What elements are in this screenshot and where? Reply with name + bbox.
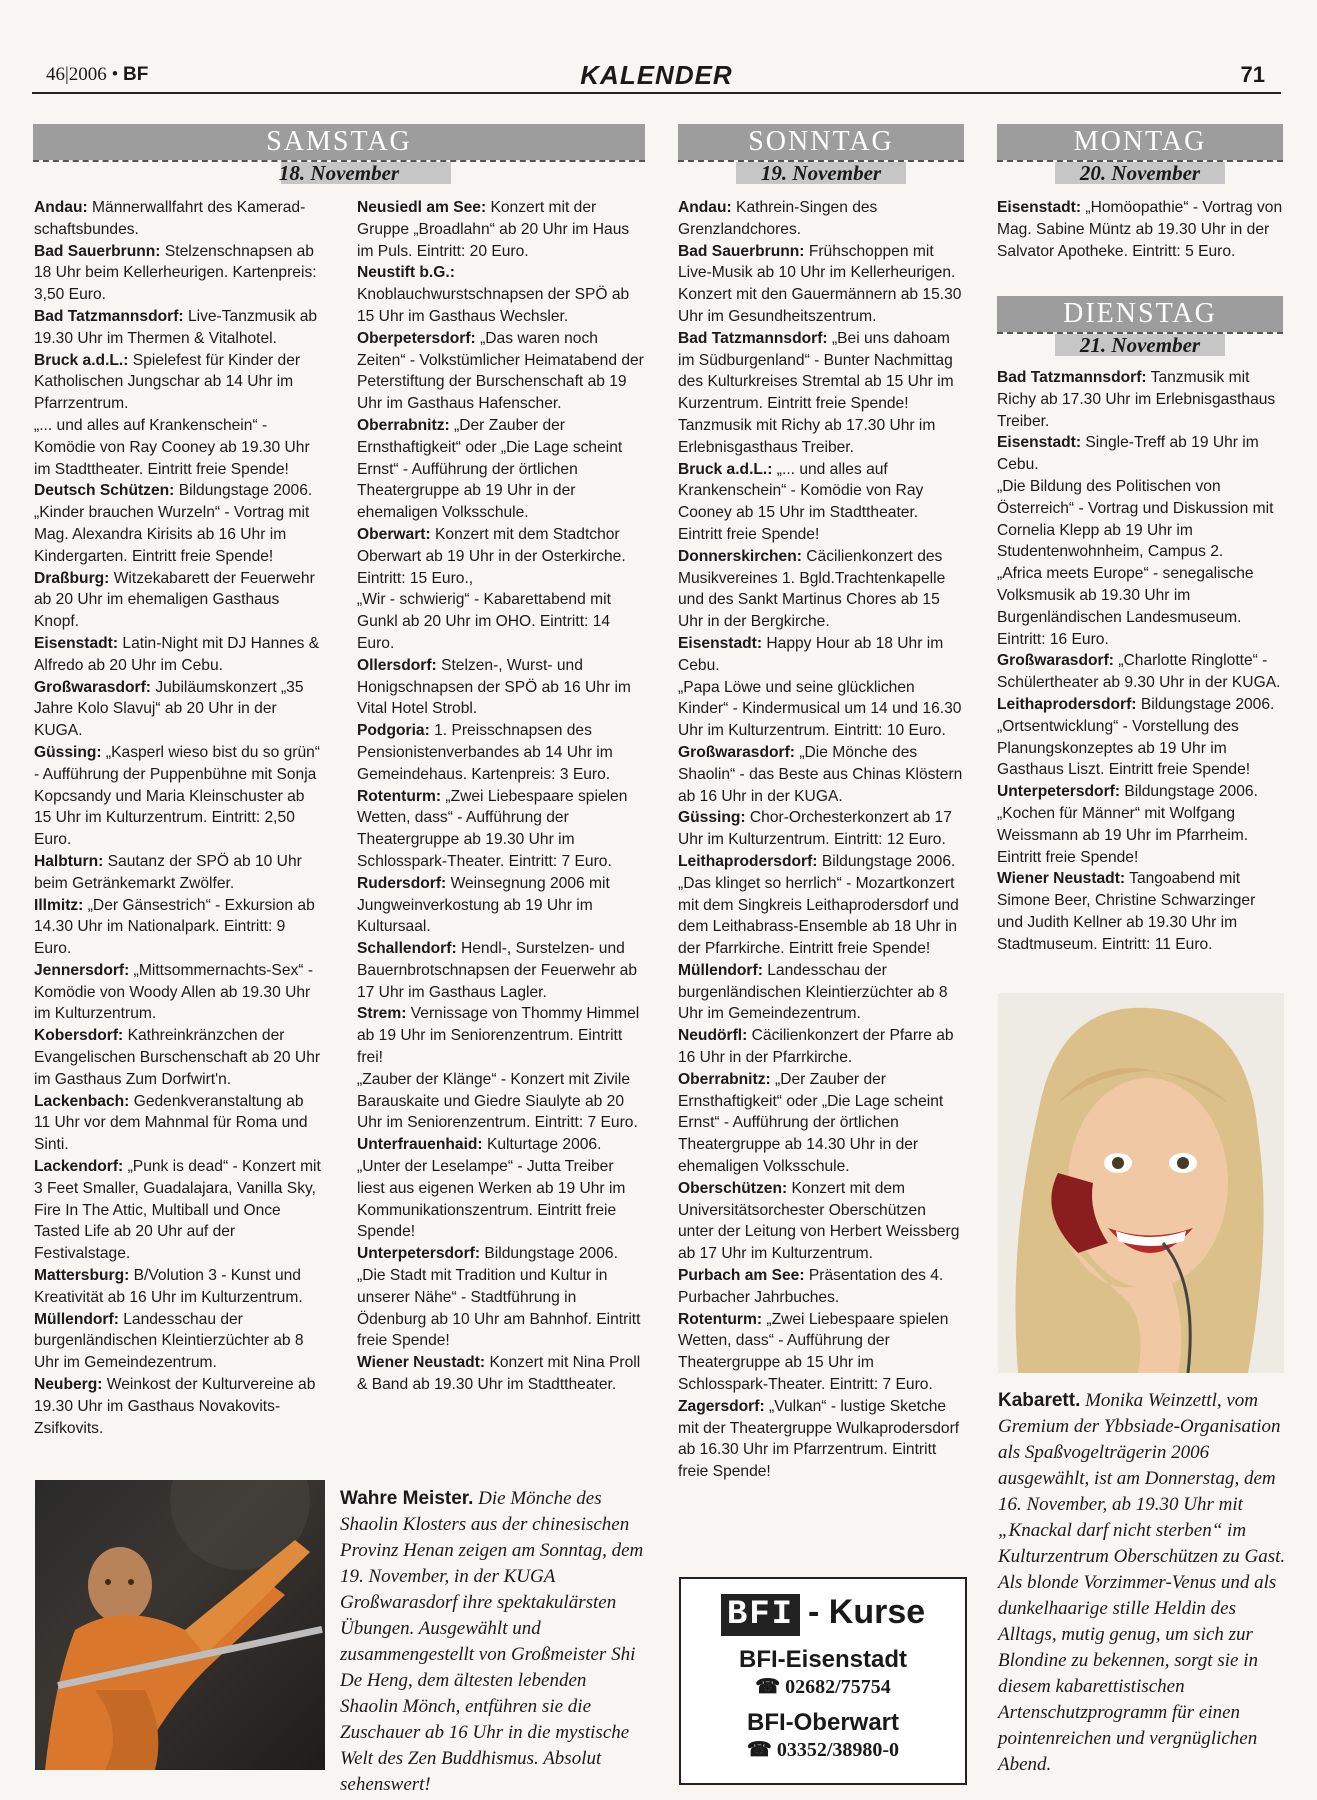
day-date: 19. November — [760, 161, 882, 185]
bfi-ad-title: BFI - Kurse — [681, 1593, 965, 1636]
event-text: Witzekabarett der Feuerwehr ab 20 Uhr im ehemaligen Gasthaus Knopf. — [34, 569, 315, 631]
event-place: Großwarasdorf: — [997, 652, 1114, 670]
event-text: Weinkost der Kulturvereine ab 19.30 Uhr im Gasthaus Novakovits-Zsifkovits. — [34, 1376, 316, 1437]
event-entry — [678, 677, 964, 742]
event-entry — [357, 197, 645, 262]
event-entry — [357, 328, 645, 415]
event-place: Unterpetersdorf: — [357, 1245, 481, 1263]
event-place: Großwarasdorf: — [678, 743, 795, 761]
event-entry — [678, 197, 964, 241]
section-title: KALENDER — [580, 60, 733, 90]
event-entry — [34, 633, 324, 677]
bfi-location-2: BFI-Oberwart — [746, 1709, 899, 1736]
event-entry — [34, 742, 324, 851]
event-entry — [34, 1265, 324, 1309]
event-text: „Wir - schwierig“ - Kabarettabend mit Gunkl ab 20 Uhr im OHO. Eintritt: 14 Euro. — [357, 591, 611, 652]
event-text: „Die Bildung des Politischen von Österreich“ - Vortrag und Diskussion mit Cornelia Klepp ab 19 Uhr im Studentenwohnheim, Campus 2. — [997, 477, 1274, 561]
event-place: Unterfrauenhaid: — [357, 1136, 483, 1154]
day-header-tuesday — [997, 296, 1283, 356]
event-entry — [34, 306, 324, 350]
event-text: „Zwei Liebespaare spielen Wetten, dass“ - Aufführung der Theatergruppe ab 19.30 Uhr im Schlosspark-Theater. Eintritt: 7 Euro. — [357, 787, 628, 870]
event-text: Kulturtage 2006. „Unter der Leselampe“ - Jutta Treiber liest aus eigenen Werken ab 19 Uhr im Kommunikationszentrum. Eintritt freie Spende! — [357, 1136, 626, 1241]
event-text: Single-Treff ab 19 Uhr im Cebu. — [997, 434, 1259, 474]
tuesday-column — [997, 367, 1283, 956]
day-header-saturday — [33, 124, 645, 184]
event-entry — [357, 1243, 645, 1352]
event-text: Bildungstage 2006. „Die Stadt mit Tradition und Kultur in unserer Nähe“ - Stadtführung in Ödenburg ab 10 Uhr am Bahnhof. Eintritt freie Spende! — [357, 1245, 641, 1350]
event-place: Eisenstadt: — [34, 634, 119, 652]
event-place: Neustift b.G.: — [357, 264, 455, 282]
event-text: Tanzmusik mit Richy ab 17.30 Uhr im Erlebnisgasthaus Treiber. — [678, 416, 936, 456]
event-place: Purbach am See: — [678, 1267, 805, 1285]
event-entry — [678, 459, 964, 546]
event-text: „Der Gänsestrich“ - Exkursion ab 14.30 Uhr im Nationalpark. Eintritt: 9 Euro. — [34, 896, 315, 958]
event-text: 1. Preisschnapsen des Pensionistenverbandes ab 14 Uhr im Gemeindehaus. Kartenpreis: 3 Euro. — [357, 722, 613, 783]
event-text: Latin-Night mit DJ Hannes & Alfredo ab 20 Uhr im Cebu. — [34, 634, 320, 674]
page-header — [32, 54, 1281, 94]
event-entry — [357, 524, 645, 589]
event-text: Tanzmusik mit Richy ab 17.30 Uhr im Erlebnisgasthaus Treiber. — [997, 369, 1276, 430]
event-text: „Charlotte Ringlotte“ - Schülertheater ab 9.30 Uhr in der KUGA. — [997, 652, 1281, 692]
event-text: Tangoabend mit Simone Beer, Christine Schwarzinger und Judith Kellner ab 19.30 Uhr im Stadtmuseum. Eintritt: 11 Euro. — [997, 870, 1256, 953]
day-header-sunday — [678, 124, 964, 184]
event-place: Lackenbach: — [34, 1092, 130, 1110]
event-place: Neusiedl am See: — [357, 199, 487, 216]
event-place: Bad Tatzmannsdorf: — [997, 369, 1147, 386]
kabarett-caption: Kabarett. Monika Weinzettl, vom Gremium der Ybbsiade-Organisation als Spaßvogelträgerin 2006 ausgewählt, ist am Donnerstag, dem 16. November, ab 19.30 Uhr mit „Knackal darf nicht sterben“ im Kulturzentrum Oberschützen zu Gast. Als blonde Vorzimmer-Venus und als dunkelhaarige stille Heldin des Alltags, mutig genug, um sich zur Blondine zu bekennen, sorgt sie in diesem kabarettistischen Artenschutzprogramm für einen pointenreichen und vergnüglichen Abend. — [998, 1390, 1286, 1775]
event-text: „... und alles auf Krankenschein“ - Komödie von Ray Cooney ab 19.30 Uhr im Stadttheater. Eintritt freie Spende! — [34, 416, 310, 478]
event-text: Bildungstage 2006. „Ortsentwicklung“ - Vorstellung des Planungskonzeptes ab 19 Uhr im Gasthaus Liszt. Eintritt freie Spende! — [997, 695, 1275, 779]
monday-column — [997, 197, 1283, 262]
event-place: Deutsch Schützen: — [34, 482, 175, 500]
event-text: „Mittsommernachts-Sex“ - Komödie von Woody Allen ab 19.30 Uhr im Kulturzentrum. — [34, 961, 314, 1023]
event-text: Vernissage von Thommy Himmel ab 19 Uhr im Seniorenzentrum. Eintritt frei! — [357, 1005, 640, 1067]
event-place: Eisenstadt: — [997, 434, 1082, 452]
page-number: 71 — [1240, 62, 1265, 87]
event-entry — [357, 1069, 645, 1134]
event-place: Bruck a.d.L.: — [678, 460, 773, 478]
event-text: Kathreinkränzchen der Evangelischen Burschenschaft ab 20 Uhr im Gasthaus Zum Dorfwirt'n. — [34, 1027, 321, 1088]
event-place: Güssing: — [678, 809, 746, 827]
event-text: „Punk is dead“ - Konzert mit 3 Feet Smaller, Guadalajara, Vanilla Sky, Fire In The Attic, Multiball und Once Tasted Life ab 20 Uhr auf der Festivalstage. — [34, 1158, 321, 1263]
event-place: Neuberg: — [34, 1376, 103, 1394]
event-text: Happy Hour ab 18 Uhr im Cebu. — [678, 634, 944, 674]
event-text: „Der Zauber der Ernsthaftigkeit“ oder „Die Lage scheint Ernst“ - Aufführung der örtlichen Theatergruppe ab 14.30 Uhr in der ehemaligen Volksschule. — [678, 1070, 944, 1176]
event-text: Weinsegnung 2006 mit Jungweinverkostung ab 19 Uhr im Kultursaal. — [357, 874, 610, 936]
event-entry — [34, 568, 324, 633]
event-place: Draßburg: — [34, 569, 110, 587]
event-entry — [678, 1309, 964, 1396]
event-text: Hendl-, Surstelzen- und Bauernbrotschnapsen der Feuerwehr ab 17 Uhr im Gasthaus Lagler. — [357, 940, 637, 1001]
event-text: Stelzen-, Wurst- und Honigschnapsen der SPÖ ab 16 Uhr im Vital Hotel Strobl. — [357, 656, 631, 718]
event-place: Eisenstadt: — [678, 634, 763, 652]
day-name: MONTAG — [1073, 126, 1207, 157]
event-entry — [34, 1091, 324, 1156]
event-entry — [34, 1156, 324, 1265]
day-date: 20. November — [1079, 161, 1201, 185]
day-date: 21. November — [1079, 333, 1201, 357]
event-place: Kobersdorf: — [34, 1027, 124, 1045]
bfi-logo: BFI — [721, 1594, 800, 1636]
event-entry — [357, 720, 645, 785]
event-place: Müllendorf: — [34, 1310, 119, 1328]
event-entry — [357, 873, 645, 938]
event-text: Bildungstage 2006. „Das klinget so herrlich“ - Mozartkonzert mit dem Singkreis Leithaprodersdorf und dem Leithabrass-Ensemble ab 18 Uhr in der Pfarrkirche. Eintritt freie Spende! — [678, 852, 959, 958]
event-entry — [678, 284, 964, 328]
event-text: „Zwei Liebespaare spielen Wetten, dass“ - Aufführung der Theatergruppe ab 15 Uhr im Schlosspark-Theater. Eintritt: 7 Euro. — [678, 1310, 949, 1394]
event-text: Konzert mit der Gruppe „Broadlahn“ ab 20 Uhr im Haus im Puls. Eintritt: 20 Euro. — [357, 199, 630, 260]
sunday-column — [678, 197, 964, 1483]
shaolin-caption: Wahre Meister. Die Mönche des Shaolin Klosters aus der chinesischen Provinz Henan zeigen am Sonntag, dem 19. November, in der KUGA Großwarasdorf ihre spektakulärsten Übungen. Ausgewählt und zusammengestellt von Großmeister Shi De Heng, dem ältesten lebenden Shaolin Mönch, entführen sie die Zuschauer ab 16 Uhr in die mystische Welt des Zen Buddhismus. Absolut sehenswert! — [340, 1488, 644, 1795]
event-place: Andau: — [34, 199, 88, 216]
event-text: „Africa meets Europe“ - senegalische Volksmusik ab 19.30 Uhr im Burgenländischen Landesmuseum. Eintritt: 16 Euro. — [997, 565, 1254, 648]
event-text: Bildungstage 2006. „Kinder brauchen Wurzeln“ - Vortrag mit Mag. Alexandra Kirisits ab 16 Uhr im Kindergarten. Eintritt freie Spende! — [34, 482, 313, 565]
event-entry — [357, 1003, 645, 1068]
event-text: Frühschoppen mit Live-Musik ab 10 Uhr im Kellerheurigen. — [678, 242, 956, 282]
event-entry — [678, 1265, 964, 1309]
event-text: „Die Mönche des Shaolin“ - das Beste aus Chinas Klöstern ab 16 Uhr in der KUGA. — [678, 743, 963, 805]
event-text: Landesschau der burgenländischen Kleintierzüchter ab 8 Uhr im Gemeindezentrum. — [34, 1310, 304, 1372]
event-place: Wiener Neustadt: — [357, 1354, 486, 1372]
event-place: Oberrabnitz: — [678, 1070, 771, 1088]
event-entry — [678, 546, 964, 633]
event-entry — [34, 350, 324, 415]
event-place: Ollersdorf: — [357, 656, 437, 674]
event-place: Halbturn: — [34, 852, 104, 870]
event-text: Gedenkveranstaltung ab 11 Uhr vor dem Mahnmal für Roma und Sinti. — [34, 1092, 308, 1154]
event-entry — [678, 960, 964, 1025]
event-place: Eisenstadt: — [997, 199, 1082, 216]
event-place: Zagersdorf: — [678, 1397, 765, 1415]
event-place: Bad Tatzmannsdorf: — [678, 329, 828, 347]
event-place: Unterpetersdorf: — [997, 783, 1121, 801]
saturday-column-2 — [357, 197, 645, 1396]
event-text: Konzert mit Nina Proll & Band ab 19.30 Uhr im Stadttheater. — [357, 1354, 641, 1394]
event-entry — [34, 1025, 324, 1090]
event-place: Oberrabnitz: — [357, 416, 450, 434]
event-entry — [997, 563, 1283, 650]
event-text: Cäcilienkonzert der Pfarre ab 16 Uhr in der Pfarrkirche. — [678, 1027, 954, 1067]
event-entry — [34, 851, 324, 895]
event-entry — [34, 1309, 324, 1374]
event-entry — [997, 432, 1283, 476]
event-text: „Vulkan“ - lustige Sketche mit der Theatergruppe Wulkaprodersdorf ab 16.30 Uhr im Pfarrzentrum. Eintritt freie Spende! — [678, 1397, 960, 1481]
event-entry — [357, 415, 645, 524]
event-place: Bad Sauerbrunn: — [34, 242, 161, 260]
day-date: 18. November — [278, 161, 400, 185]
event-entry — [678, 633, 964, 677]
event-entry — [357, 1134, 645, 1243]
event-entry — [997, 868, 1283, 955]
event-text: Live-Tanzmusik ab 19.30 Uhr im Thermen & Vitalhotel. — [34, 307, 318, 347]
event-text: „Das waren noch Zeiten“ - Volkstümlicher Heimatabend der Peterstiftung der Burschenschaft ab 19 Uhr im Gasthaus Hafenscher. — [357, 329, 644, 413]
event-entry — [357, 786, 645, 873]
bfi-ad — [679, 1577, 967, 1785]
event-text: Kathrein-Singen des Grenzlandchores. — [678, 199, 878, 238]
event-text: „Papa Löwe und seine glücklichen Kinder“ - Kindermusical um 14 und 16.30 Uhr im Kulturzentrum. Eintritt: 10 Euro. — [678, 678, 962, 740]
issue-label: 46|2006 • BF — [46, 64, 149, 85]
event-entry — [34, 197, 324, 241]
event-entry — [34, 1374, 324, 1439]
event-place: Rotenturm: — [678, 1310, 763, 1328]
event-place: Großwarasdorf: — [34, 678, 151, 696]
event-text: Männerwallfahrt des Kamerad-schaftsbundes. — [34, 199, 306, 238]
event-entry — [997, 650, 1283, 694]
event-entry — [34, 241, 324, 306]
event-text: Cäcilienkonzert des Musikvereines 1. Bgld.Trachtenkapelle und des Sankt Martinus Chores ab 15 Uhr in der Bergkirche. — [678, 547, 946, 631]
event-entry — [678, 851, 964, 960]
event-place: Leithaprodersdorf: — [997, 695, 1137, 713]
event-place: Bruck a.d.L.: — [34, 351, 129, 369]
kabarett-photo — [998, 993, 1284, 1373]
event-place: Oberpetersdorf: — [357, 329, 476, 347]
event-text: „Homöopathie“ - Vortrag von Mag. Sabine Müntz ab 19.30 Uhr in der Salvator Apotheke. Eintritt: 5 Euro. — [997, 199, 1283, 260]
event-entry — [34, 960, 324, 1025]
event-entry — [678, 1069, 964, 1178]
event-place: Jennersdorf: — [34, 961, 130, 979]
event-place: Oberwart: — [357, 525, 431, 543]
event-place: Mattersburg: — [34, 1267, 130, 1285]
day-name: SAMSTAG — [266, 126, 412, 157]
event-text: Landesschau der burgenländischen Kleintierzüchter ab 8 Uhr im Gemeindezentrum. — [678, 961, 948, 1023]
day-name: DIENSTAG — [1063, 298, 1217, 329]
event-place: Illmitz: — [34, 896, 84, 914]
event-place: Lackendorf: — [34, 1158, 124, 1176]
event-place: Neudörfl: — [678, 1027, 748, 1045]
event-text: Bildungstage 2006. „Kochen für Männer“ mit Wolfgang Weissmann ab 19 Uhr im Pfarrheim. Eintritt freie Spende! — [997, 783, 1258, 866]
event-place: Podgoria: — [357, 722, 430, 740]
bfi-location-1: BFI-Eisenstadt — [738, 1646, 908, 1673]
event-text: Konzert mit dem Stadtchor Oberwart ab 19 Uhr in der Osterkirche. Eintritt: 15 Euro., — [357, 525, 626, 587]
event-text: „Kasperl wieso bist du so grün“ - Aufführung der Puppenbühne mit Sonja Kopcsandy und Maria Kleinschuster ab 15 Uhr im Kulturzentrum. Eintritt: 2,50 Euro. — [34, 743, 321, 849]
event-entry — [34, 677, 324, 742]
shaolin-monk-photo — [35, 1480, 325, 1770]
event-place: Leithaprodersdorf: — [678, 852, 818, 870]
event-entry — [678, 415, 964, 459]
day-name: SONNTAG — [748, 126, 894, 157]
event-text: Knoblauchwurstschnapsen der SPÖ ab 15 Uhr im Gasthaus Wechsler. — [357, 286, 630, 325]
event-entry — [357, 938, 645, 1003]
event-place: Donnerskirchen: — [678, 547, 802, 565]
event-entry — [997, 197, 1283, 262]
event-text: Konzert mit dem Universitätsorchester Oberschützen unter der Leitung von Herbert Weissberg ab 17 Uhr im Kulturzentrum. — [678, 1179, 960, 1263]
event-entry — [678, 742, 964, 807]
event-entry — [357, 589, 645, 654]
event-entry — [678, 807, 964, 851]
event-text: Chor-Orchesterkonzert ab 17 Uhr im Kulturzentrum. Eintritt: 12 Euro. — [678, 809, 952, 849]
event-text: Präsentation des 4. Purbacher Jahrbuches. — [678, 1267, 944, 1306]
event-text: Spielefest für Kinder der Katholischen Jungschar ab 14 Uhr im Pfarrzentrum. — [34, 351, 301, 413]
event-place: Rotenturm: — [357, 787, 442, 805]
event-place: Schallendorf: — [357, 940, 457, 958]
event-entry — [34, 480, 324, 567]
event-text: „Zauber der Klänge“ - Konzert mit Zivile Barauskaite und Giedre Siaulyte ab 20 Uhr im Seniorenzentrum. Eintritt: 7 Euro. — [357, 1070, 638, 1132]
event-place: Strem: — [357, 1005, 407, 1023]
event-place: Andau: — [678, 199, 732, 216]
event-entry — [357, 655, 645, 720]
event-text: Konzert mit den Gauermännern ab 15.30 Uhr im Gesundheitszentrum. — [678, 286, 962, 325]
event-place: Rudersdorf: — [357, 874, 447, 892]
event-entry — [997, 367, 1283, 432]
event-place: Güssing: — [34, 743, 102, 761]
event-entry — [997, 694, 1283, 781]
event-entry — [678, 328, 964, 415]
event-entry — [357, 262, 645, 327]
event-entry — [997, 781, 1283, 868]
event-entry — [997, 476, 1283, 563]
event-text: „... und alles auf Krankenschein“ - Komödie von Ray Cooney ab 15 Uhr im Stadttheater. Eintritt freie Spende! — [678, 460, 924, 543]
event-text: Sautanz der SPÖ ab 10 Uhr beim Getränkemarkt Zwölfer. — [34, 852, 302, 892]
event-place: Bad Tatzmannsdorf: — [34, 307, 184, 325]
event-text: „Bei uns dahoam im Südburgenland“ - Bunter Nachmittag des Kulturkreises Stremtal ab 15 Uhr im Kurzentrum. Eintritt freie Spende! — [678, 329, 954, 413]
event-place: Müllendorf: — [678, 961, 763, 979]
event-place: Oberschützen: — [678, 1179, 788, 1197]
day-header-monday — [997, 124, 1283, 184]
event-entry — [357, 1352, 645, 1396]
event-entry — [678, 1396, 964, 1483]
event-entry — [678, 241, 964, 285]
bfi-phone-2: ☎ 03352/38980-0 — [746, 1739, 900, 1761]
event-text: B/Volution 3 - Kunst und Kreativität ab 16 Uhr im Kulturzentrum. — [34, 1267, 303, 1306]
event-text: Jubiläumskonzert „35 Jahre Kolo Slavuj“ ab 20 Uhr in der KUGA. — [34, 678, 304, 740]
event-entry — [678, 1178, 964, 1265]
event-entry — [34, 415, 324, 480]
saturday-column-1 — [34, 197, 324, 1439]
event-entry — [34, 895, 324, 960]
event-entry — [678, 1025, 964, 1069]
bfi-phone-1: ☎ 02682/75754 — [755, 1676, 891, 1698]
event-text: Stelzenschnapsen ab 18 Uhr beim Kellerheurigen. Kartenpreis: 3,50 Euro. — [34, 242, 317, 304]
event-place: Wiener Neustadt: — [997, 870, 1126, 888]
event-text: „Der Zauber der Ernsthaftigkeit“ oder „Die Lage scheint Ernst“ - Aufführung der örtlichen Theatergruppe ab 19 Uhr in der ehemaligen Volksschule. — [357, 416, 623, 522]
event-place: Bad Sauerbrunn: — [678, 242, 805, 260]
